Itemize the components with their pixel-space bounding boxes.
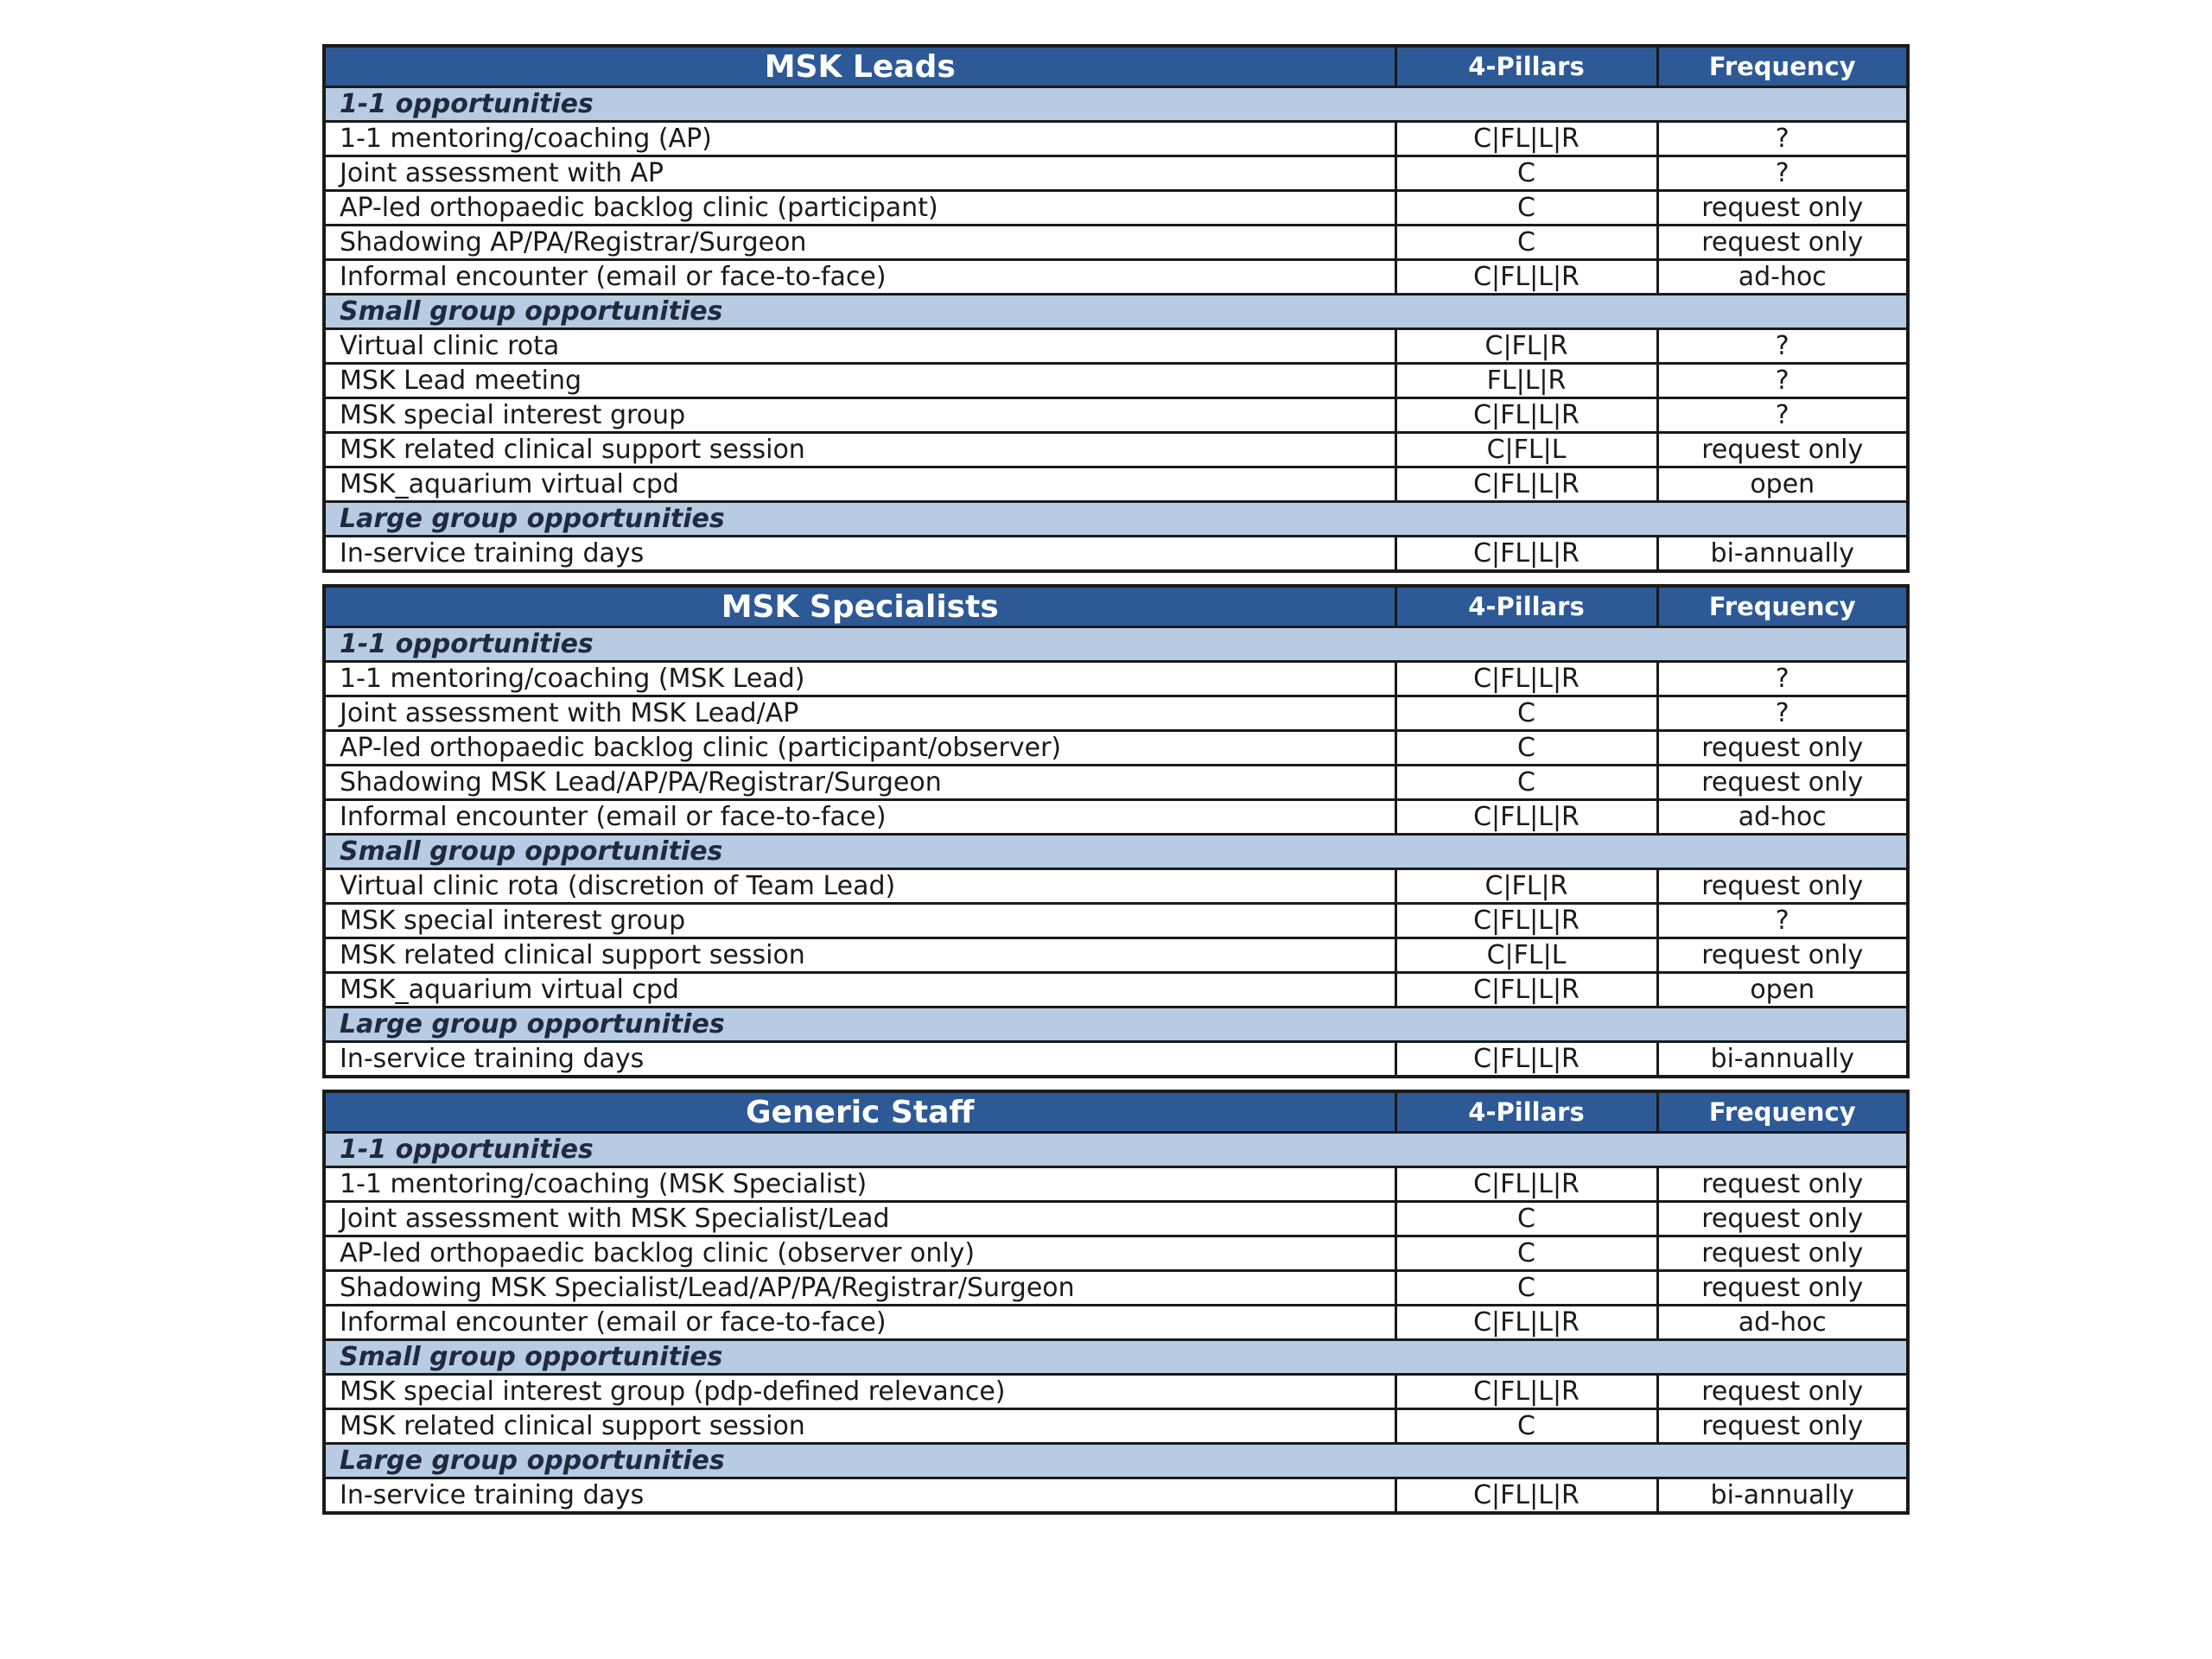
table-row xyxy=(324,260,1908,295)
table-title: Generic Staff xyxy=(324,1091,1395,1133)
pillars-cell: C|FL|L|R xyxy=(1395,467,1657,502)
frequency-cell: open xyxy=(1657,467,1908,502)
frequency-cell: ad-hoc xyxy=(1657,1306,1908,1340)
section-header-row xyxy=(324,835,1908,869)
frequency-cell: request only xyxy=(1657,226,1908,260)
activity-cell: Informal encounter (email or face-to-face) xyxy=(324,260,1395,295)
table-row xyxy=(324,1167,1908,1202)
table-row xyxy=(324,1236,1908,1271)
frequency-cell: request only xyxy=(1657,191,1908,226)
pillars-cell: FL|L|R xyxy=(1395,364,1657,398)
frequency-cell: request only xyxy=(1657,766,1908,800)
staff-group-table xyxy=(322,584,1910,1078)
frequency-cell: request only xyxy=(1657,1409,1908,1444)
section-header-row xyxy=(324,502,1908,537)
activity-cell: 1-1 mentoring/coaching (AP) xyxy=(324,122,1395,156)
table-row xyxy=(324,731,1908,766)
frequency-cell: bi-annually xyxy=(1657,1478,1908,1514)
table-row xyxy=(324,467,1908,502)
table-row xyxy=(324,398,1908,433)
frequency-cell: ad-hoc xyxy=(1657,260,1908,295)
table-row xyxy=(324,904,1908,938)
pillars-cell: C xyxy=(1395,226,1657,260)
cpd-opportunity-tables xyxy=(322,44,1906,1515)
activity-cell: 1-1 mentoring/coaching (MSK Lead) xyxy=(324,662,1395,696)
pillars-cell: C|FL|R xyxy=(1395,329,1657,364)
column-header-pillars: 4-Pillars xyxy=(1395,1091,1657,1133)
section-header-row xyxy=(324,295,1908,329)
column-header-frequency: Frequency xyxy=(1657,46,1908,87)
pillars-cell: C xyxy=(1395,766,1657,800)
frequency-cell: open xyxy=(1657,973,1908,1007)
frequency-cell: request only xyxy=(1657,938,1908,973)
activity-cell: MSK special interest group xyxy=(324,904,1395,938)
frequency-cell: request only xyxy=(1657,1202,1908,1236)
activity-cell: MSK_aquarium virtual cpd xyxy=(324,467,1395,502)
pillars-cell: C xyxy=(1395,696,1657,731)
frequency-cell: bi-annually xyxy=(1657,537,1908,572)
column-header-pillars: 4-Pillars xyxy=(1395,586,1657,627)
frequency-cell: request only xyxy=(1657,1271,1908,1306)
pillars-cell: C xyxy=(1395,1271,1657,1306)
column-header-pillars: 4-Pillars xyxy=(1395,46,1657,87)
frequency-cell: request only xyxy=(1657,1375,1908,1409)
section-header-row xyxy=(324,1007,1908,1042)
table-row xyxy=(324,973,1908,1007)
pillars-cell: C|FL|L|R xyxy=(1395,260,1657,295)
activity-cell: Informal encounter (email or face-to-face) xyxy=(324,800,1395,835)
table-row xyxy=(324,191,1908,226)
section-header-row xyxy=(324,627,1908,662)
frequency-cell: ? xyxy=(1657,156,1908,191)
staff-group-table xyxy=(322,1090,1910,1515)
section-header-row xyxy=(324,87,1908,122)
activity-cell: AP-led orthopaedic backlog clinic (observer only) xyxy=(324,1236,1395,1271)
activity-cell: In-service training days xyxy=(324,537,1395,572)
pillars-cell: C|FL|L|R xyxy=(1395,1167,1657,1202)
column-header-frequency: Frequency xyxy=(1657,1091,1908,1133)
pillars-cell: C|FL|L|R xyxy=(1395,973,1657,1007)
frequency-cell: ? xyxy=(1657,696,1908,731)
section-header-row xyxy=(324,1340,1908,1375)
frequency-cell: ? xyxy=(1657,364,1908,398)
pillars-cell: C|FL|L xyxy=(1395,433,1657,467)
frequency-cell: request only xyxy=(1657,1236,1908,1271)
pillars-cell: C xyxy=(1395,1236,1657,1271)
pillars-cell: C xyxy=(1395,191,1657,226)
activity-cell: MSK related clinical support session xyxy=(324,433,1395,467)
frequency-cell: ? xyxy=(1657,398,1908,433)
activity-cell: Joint assessment with MSK Lead/AP xyxy=(324,696,1395,731)
table-title: MSK Specialists xyxy=(324,586,1395,627)
activity-cell: Joint assessment with AP xyxy=(324,156,1395,191)
section-label: Small group opportunities xyxy=(324,1340,1908,1375)
frequency-cell: ad-hoc xyxy=(1657,800,1908,835)
frequency-cell: bi-annually xyxy=(1657,1042,1908,1077)
table-row xyxy=(324,156,1908,191)
activity-cell: AP-led orthopaedic backlog clinic (participant) xyxy=(324,191,1395,226)
activity-cell: Shadowing AP/PA/Registrar/Surgeon xyxy=(324,226,1395,260)
table-row xyxy=(324,1375,1908,1409)
activity-cell: 1-1 mentoring/coaching (MSK Specialist) xyxy=(324,1167,1395,1202)
activity-cell: Informal encounter (email or face-to-face) xyxy=(324,1306,1395,1340)
activity-cell: Virtual clinic rota (discretion of Team Lead) xyxy=(324,869,1395,904)
table-row xyxy=(324,1409,1908,1444)
table-row xyxy=(324,696,1908,731)
activity-cell: MSK special interest group xyxy=(324,398,1395,433)
frequency-cell: ? xyxy=(1657,662,1908,696)
table-row xyxy=(324,938,1908,973)
activity-cell: Joint assessment with MSK Specialist/Lead xyxy=(324,1202,1395,1236)
section-label: Large group opportunities xyxy=(324,502,1908,537)
frequency-cell: ? xyxy=(1657,329,1908,364)
table-row xyxy=(324,1478,1908,1514)
table-row xyxy=(324,537,1908,572)
pillars-cell: C|FL|L|R xyxy=(1395,662,1657,696)
pillars-cell: C|FL|L xyxy=(1395,938,1657,973)
activity-cell: In-service training days xyxy=(324,1478,1395,1514)
frequency-cell: request only xyxy=(1657,1167,1908,1202)
activity-cell: MSK Lead meeting xyxy=(324,364,1395,398)
pillars-cell: C|FL|L|R xyxy=(1395,904,1657,938)
activity-cell: MSK related clinical support session xyxy=(324,938,1395,973)
table-row xyxy=(324,364,1908,398)
section-label: 1-1 opportunities xyxy=(324,627,1908,662)
table-row xyxy=(324,869,1908,904)
pillars-cell: C xyxy=(1395,1202,1657,1236)
pillars-cell: C|FL|L|R xyxy=(1395,122,1657,156)
table-row xyxy=(324,122,1908,156)
frequency-cell: request only xyxy=(1657,869,1908,904)
activity-cell: MSK special interest group (pdp-defined relevance) xyxy=(324,1375,1395,1409)
pillars-cell: C|FL|L|R xyxy=(1395,1375,1657,1409)
column-header-frequency: Frequency xyxy=(1657,586,1908,627)
table-header-row xyxy=(324,586,1908,627)
pillars-cell: C|FL|L|R xyxy=(1395,800,1657,835)
frequency-cell: request only xyxy=(1657,731,1908,766)
frequency-cell: ? xyxy=(1657,904,1908,938)
table-row xyxy=(324,1306,1908,1340)
section-label: 1-1 opportunities xyxy=(324,87,1908,122)
section-label: Large group opportunities xyxy=(324,1444,1908,1478)
section-label: Small group opportunities xyxy=(324,295,1908,329)
table-header-row xyxy=(324,46,1908,87)
section-header-row xyxy=(324,1444,1908,1478)
pillars-cell: C xyxy=(1395,156,1657,191)
table-title: MSK Leads xyxy=(324,46,1395,87)
section-label: 1-1 opportunities xyxy=(324,1133,1908,1167)
activity-cell: Virtual clinic rota xyxy=(324,329,1395,364)
activity-cell: MSK related clinical support session xyxy=(324,1409,1395,1444)
activity-cell: AP-led orthopaedic backlog clinic (participant/observer) xyxy=(324,731,1395,766)
pillars-cell: C xyxy=(1395,731,1657,766)
table-row xyxy=(324,662,1908,696)
pillars-cell: C|FL|R xyxy=(1395,869,1657,904)
frequency-cell: request only xyxy=(1657,433,1908,467)
pillars-cell: C|FL|L|R xyxy=(1395,1306,1657,1340)
staff-group-table xyxy=(322,44,1910,573)
table-row xyxy=(324,1202,1908,1236)
pillars-cell: C|FL|L|R xyxy=(1395,398,1657,433)
pillars-cell: C|FL|L|R xyxy=(1395,537,1657,572)
table-row xyxy=(324,329,1908,364)
table-row xyxy=(324,433,1908,467)
activity-cell: Shadowing MSK Lead/AP/PA/Registrar/Surgeon xyxy=(324,766,1395,800)
pillars-cell: C xyxy=(1395,1409,1657,1444)
activity-cell: MSK_aquarium virtual cpd xyxy=(324,973,1395,1007)
table-row xyxy=(324,1271,1908,1306)
table-row xyxy=(324,1042,1908,1077)
pillars-cell: C|FL|L|R xyxy=(1395,1478,1657,1514)
table-row xyxy=(324,226,1908,260)
table-row xyxy=(324,766,1908,800)
section-label: Large group opportunities xyxy=(324,1007,1908,1042)
section-label: Small group opportunities xyxy=(324,835,1908,869)
activity-cell: Shadowing MSK Specialist/Lead/AP/PA/Registrar/Surgeon xyxy=(324,1271,1395,1306)
frequency-cell: ? xyxy=(1657,122,1908,156)
table-row xyxy=(324,800,1908,835)
table-header-row xyxy=(324,1091,1908,1133)
pillars-cell: C|FL|L|R xyxy=(1395,1042,1657,1077)
section-header-row xyxy=(324,1133,1908,1167)
activity-cell: In-service training days xyxy=(324,1042,1395,1077)
